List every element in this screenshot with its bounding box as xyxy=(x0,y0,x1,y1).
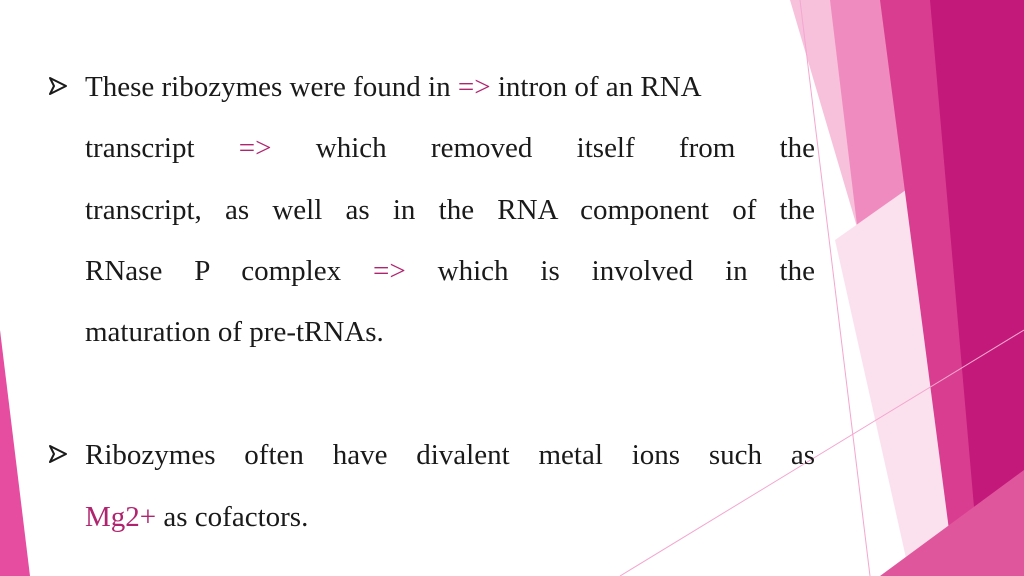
arrowhead-bullet-icon xyxy=(48,444,68,464)
arrowhead-bullet-icon xyxy=(48,76,68,96)
bullet-1-line-3: transcript, as well as in the RNA component of the xyxy=(85,194,815,226)
bullet-1-line-5: maturation of pre-tRNAs. xyxy=(85,316,384,348)
bullet-1-line-4: RNase P complex => which is involved in the xyxy=(85,255,815,287)
bullet-2-line-1: Ribozymes often have divalent metal ions such as xyxy=(85,439,815,471)
bullet-2-line-2: Mg2+ as cofactors. xyxy=(85,501,309,533)
bullet-1-line-1: These ribozymes were found in => intron of an RNA xyxy=(85,71,702,103)
bullet-1-line-2: transcript => which removed itself from the xyxy=(85,132,815,164)
